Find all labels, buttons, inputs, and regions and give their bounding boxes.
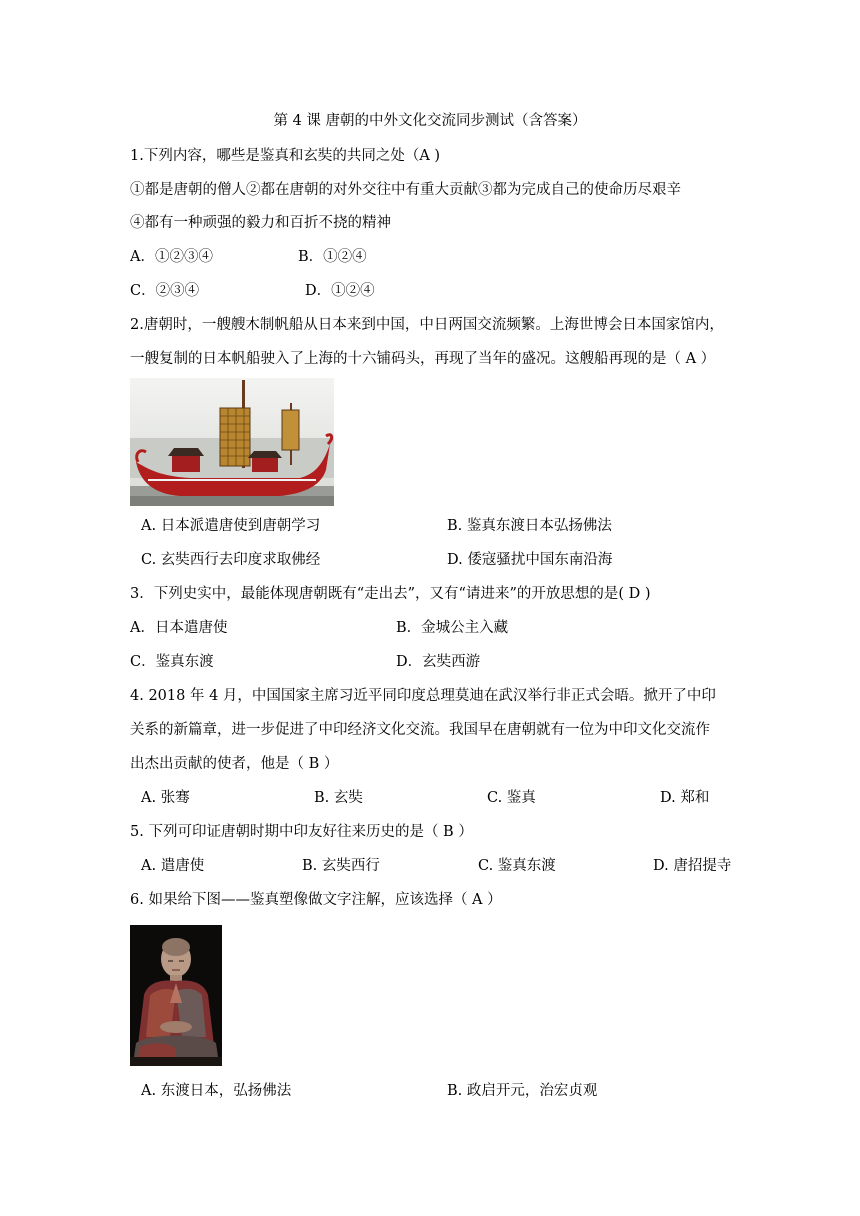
question-4-option-b: B. 玄奘: [314, 790, 363, 806]
question-1-option-c: C．②③④: [130, 283, 200, 299]
question-5-option-c: C. 鉴真东渡: [478, 858, 556, 874]
question-2-stem-line: 一艘复制的日本帆船驶入了上海的十六铺码头，再现了当年的盛况。这艘船再现的是（ A ）: [130, 351, 716, 367]
question-6-option-a: A. 东渡日本，弘扬佛法: [141, 1083, 292, 1099]
question-5-stem: 5. 下列可印证唐朝时期中印友好往来历史的是（ B ）: [130, 824, 473, 840]
question-4-stem-line: 关系的新篇章，进一步促进了中印经济文化交流。我国早在唐朝就有一位为中印文化交流作: [130, 722, 710, 738]
jianzhen-statue-image: [130, 925, 222, 1066]
question-2-option-a: A. 日本派遣唐使到唐朝学习: [141, 518, 321, 534]
question-3-option-d: D．玄奘西游: [396, 654, 481, 670]
japanese-sailing-ship-image: [130, 378, 334, 506]
question-6-stem: 6. 如果给下图——鉴真塑像做文字注解，应该选择（ A ）: [130, 892, 502, 908]
question-4-option-c: C. 鉴真: [487, 790, 536, 806]
question-1-option-d: D．①②④: [305, 283, 375, 299]
question-4-stem-line: 出杰出贡献的使者，他是（ B ）: [130, 756, 339, 772]
question-2-option-d: D. 倭寇骚扰中国东南沿海: [447, 552, 613, 568]
question-6-option-b: B. 政启开元，治宏贞观: [447, 1083, 598, 1099]
question-5-option-b: B. 玄奘西行: [302, 858, 380, 874]
question-4-option-d: D. 郑和: [660, 790, 710, 806]
question-5-option-d: D. 唐招提寺: [653, 858, 732, 874]
question-2-stem-line: 2.唐朝时，一艘艘木制帆船从日本来到中国，中日两国交流频繁。上海世博会日本国家馆内，: [130, 317, 724, 333]
question-3-option-b: B．金城公主入藏: [396, 620, 509, 636]
question-3-option-c: C．鉴真东渡: [130, 654, 214, 670]
question-1-option-b: B．①②④: [298, 249, 367, 265]
question-2-option-b: B. 鉴真东渡日本弘扬佛法: [447, 518, 612, 534]
document-title: 第 4 课 唐朝的中外文化交流同步测试（含答案）: [273, 113, 587, 129]
question-1-statement-line: ④都有一种顽强的毅力和百折不挠的精神: [130, 215, 391, 231]
question-4-option-a: A. 张骞: [141, 790, 190, 806]
question-1-stem: 1.下列内容，哪些是鉴真和玄奘的共同之处（A ): [130, 148, 441, 164]
question-2-option-c: C. 玄奘西行去印度求取佛经: [141, 552, 321, 568]
question-5-option-a: A. 遣唐使: [141, 858, 205, 874]
question-3-stem: 3．下列史实中，最能体现唐朝既有“走出去”，又有“请进来”的开放思想的是( D ): [130, 586, 651, 602]
question-1-option-a: A．①②③④: [130, 249, 213, 265]
question-3-option-a: A．日本遣唐使: [130, 620, 228, 636]
question-4-stem-line: 4. 2018 年 4 月，中国国家主席习近平同印度总理莫迪在武汉举行非正式会晤。掀开了中印: [130, 688, 716, 704]
question-1-statement-line: ①都是唐朝的僧人②都在唐朝的对外交往中有重大贡献③都为完成自己的使命历尽艰辛: [130, 182, 681, 198]
